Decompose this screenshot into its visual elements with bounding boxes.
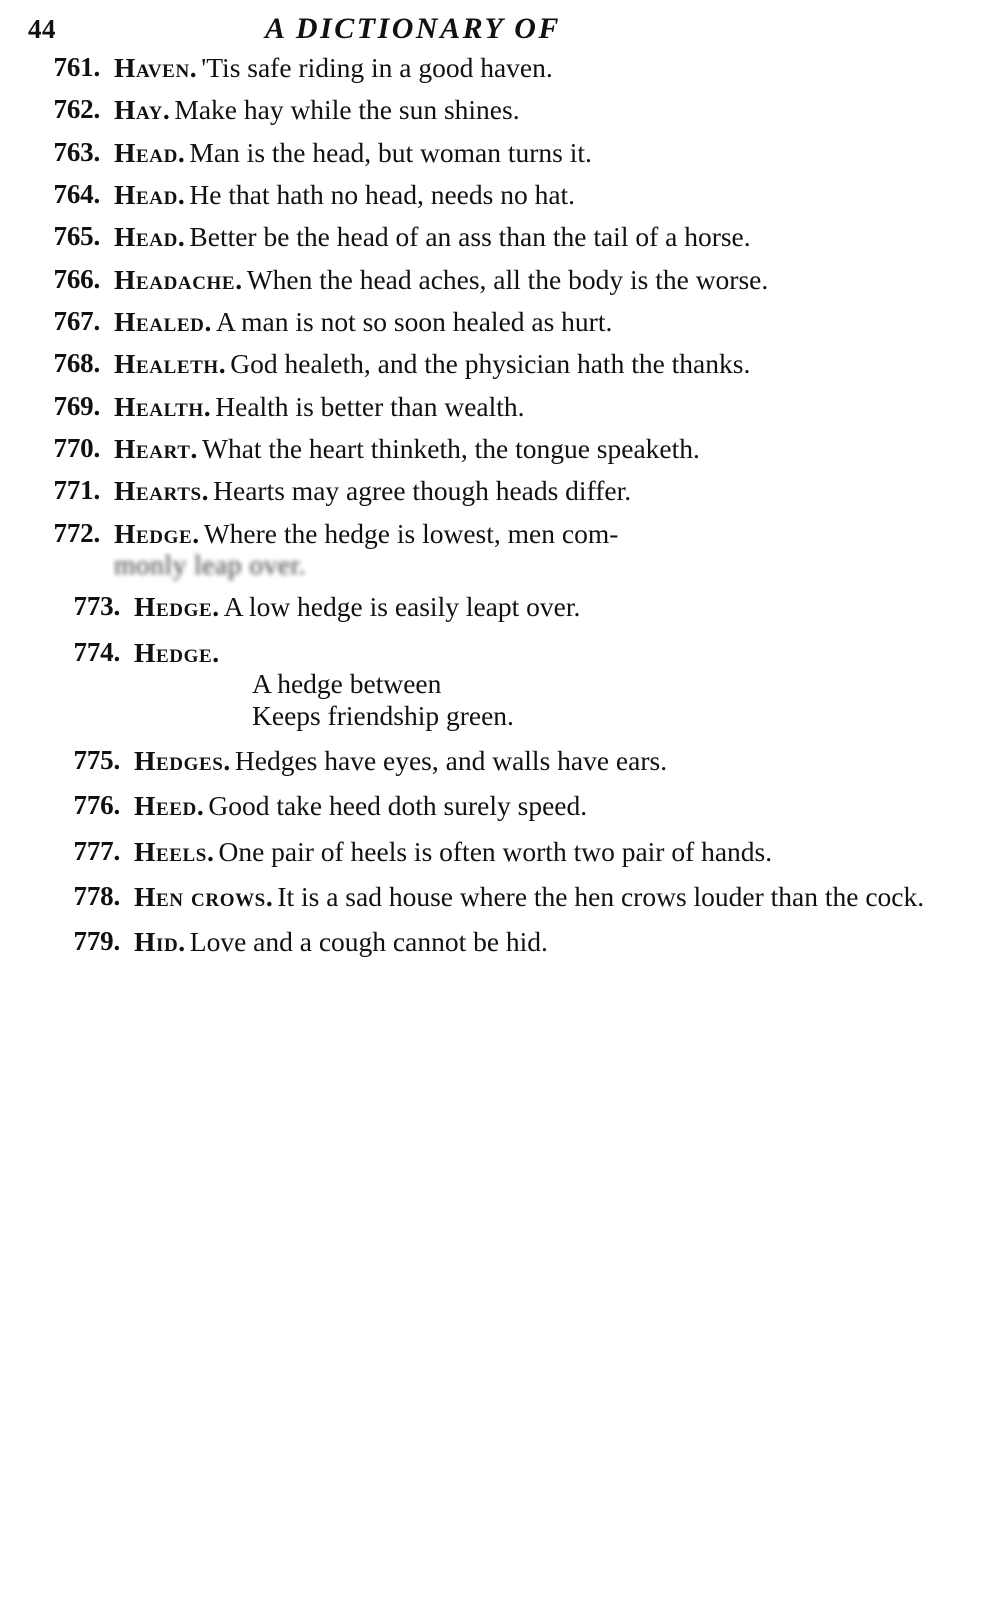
entry-number: 767. xyxy=(53,306,100,337)
entry-777 xyxy=(22,836,978,867)
entry-763 xyxy=(22,137,978,168)
entry-771 xyxy=(22,475,978,506)
entry-text: A man is not so soon healed as hurt. xyxy=(215,306,613,338)
entry-body xyxy=(114,518,978,581)
entry-number: 779. xyxy=(73,926,120,957)
entry-769 xyxy=(22,391,978,422)
entry-text: 'Tis safe riding in a good haven. xyxy=(201,52,553,83)
entry-text: Good take heed doth surely speed. xyxy=(208,790,588,822)
entry-verse xyxy=(134,668,976,731)
running-title: A DICTIONARY OF xyxy=(265,12,561,45)
entry-headword: Head. xyxy=(114,136,186,168)
entry-775 xyxy=(22,745,978,776)
entry-number: 776. xyxy=(73,790,120,821)
entry-number: 764. xyxy=(53,179,100,210)
entry-headword: Haven. xyxy=(114,52,198,83)
entry-762 xyxy=(22,94,978,125)
entry-number: 775. xyxy=(73,744,120,775)
entry-headword: Hedge. xyxy=(134,591,220,623)
entry-text: One pair of heels is often worth two pair of hands. xyxy=(218,835,773,867)
entry-headword: Health. xyxy=(114,390,212,422)
entry-body xyxy=(134,836,978,867)
entry-headword: Hearts. xyxy=(114,475,210,507)
entry-number: 777. xyxy=(73,835,120,866)
entry-number: 774. xyxy=(73,636,120,667)
entry-768 xyxy=(22,348,978,379)
entry-body xyxy=(134,926,978,957)
entry-body xyxy=(114,348,978,379)
entry-761 xyxy=(22,52,978,83)
verse-line-2: Keeps friendship green. xyxy=(252,699,514,731)
entry-body xyxy=(114,52,978,83)
entry-text: Man is the head, but woman turns it. xyxy=(189,136,592,168)
entry-772 xyxy=(22,518,978,581)
entry-text: He that hath no head, needs no hat. xyxy=(189,179,576,211)
entry-number: 765. xyxy=(53,221,100,252)
entry-body xyxy=(134,881,978,912)
entry-body xyxy=(134,790,978,821)
entry-779 xyxy=(22,926,978,957)
entry-text: Make hay while the sun shines. xyxy=(174,94,520,126)
entry-text: Hearts may agree though heads differ. xyxy=(213,475,632,507)
entry-body xyxy=(134,745,978,776)
entry-text: What the heart thinketh, the tongue speaketh. xyxy=(202,433,700,465)
entry-text: Health is better than wealth. xyxy=(215,390,525,422)
entry-body xyxy=(114,391,978,422)
entry-headword: Heels. xyxy=(134,835,215,867)
entry-headword: Head. xyxy=(114,179,186,211)
entry-body xyxy=(114,433,978,464)
entry-headword: Hen crows. xyxy=(134,880,274,912)
entry-number: 766. xyxy=(53,263,100,294)
entry-headword: Hedge. xyxy=(134,636,220,668)
entry-number: 771. xyxy=(53,475,100,506)
entry-text: It is a sad house where the hen crows louder than the cock. xyxy=(277,880,925,912)
entry-774 xyxy=(22,637,978,731)
entry-number: 761. xyxy=(53,52,100,82)
entry-text: A low hedge is easily leapt over. xyxy=(223,591,581,623)
entry-headword: Healeth. xyxy=(114,348,227,380)
entry-headword: Hedge. xyxy=(114,517,200,549)
entry-765 xyxy=(22,221,978,252)
entry-body xyxy=(114,264,978,295)
entry-767 xyxy=(22,306,978,337)
entry-text: Hedges have eyes, and walls have ears. xyxy=(234,744,668,776)
entry-body xyxy=(134,591,978,622)
entry-number: 770. xyxy=(53,433,100,464)
entry-text: Love and a cough cannot be hid. xyxy=(189,926,548,958)
entry-number: 778. xyxy=(73,880,120,911)
entry-body xyxy=(114,306,978,337)
entry-text: When the head aches, all the body is the worse. xyxy=(246,263,769,295)
entry-headword: Headache. xyxy=(114,263,243,295)
entry-number: 762. xyxy=(53,94,100,125)
entry-number: 768. xyxy=(53,348,100,379)
entry-body xyxy=(114,179,978,210)
entry-body xyxy=(114,137,978,168)
entry-number: 773. xyxy=(73,591,120,622)
entry-headword: Head. xyxy=(114,221,186,253)
entry-body xyxy=(114,475,978,506)
entry-headword: Hid. xyxy=(134,926,186,958)
page-number: 44 xyxy=(28,14,56,44)
entry-770 xyxy=(22,433,978,464)
entry-764 xyxy=(22,179,978,210)
entry-body xyxy=(134,637,978,731)
entry-778 xyxy=(22,881,978,912)
entry-text: Where the hedge is lowest, men com- xyxy=(203,517,619,549)
entry-headword: Healed. xyxy=(114,306,212,338)
entry-headword: Heed. xyxy=(134,790,205,822)
entry-headword: Hedges. xyxy=(134,744,231,776)
entry-text-blurred: monly leap over. xyxy=(114,549,307,581)
entry-body xyxy=(114,94,978,125)
entry-number: 772. xyxy=(53,517,100,548)
entry-766 xyxy=(22,264,978,295)
entry-number: 763. xyxy=(53,136,100,167)
entry-body xyxy=(114,221,978,252)
page-header xyxy=(0,0,1000,52)
entry-number: 769. xyxy=(53,390,100,421)
entry-headword: Heart. xyxy=(114,433,198,465)
entry-text: Better be the head of an ass than the tail of a horse. xyxy=(189,221,751,253)
entry-776 xyxy=(22,790,978,821)
entry-list xyxy=(0,52,1000,969)
entry-headword: Hay. xyxy=(114,94,171,126)
entry-text: God healeth, and the physician hath the thanks. xyxy=(230,348,751,380)
verse-line-1: A hedge between xyxy=(252,668,442,700)
entry-773 xyxy=(22,591,978,622)
